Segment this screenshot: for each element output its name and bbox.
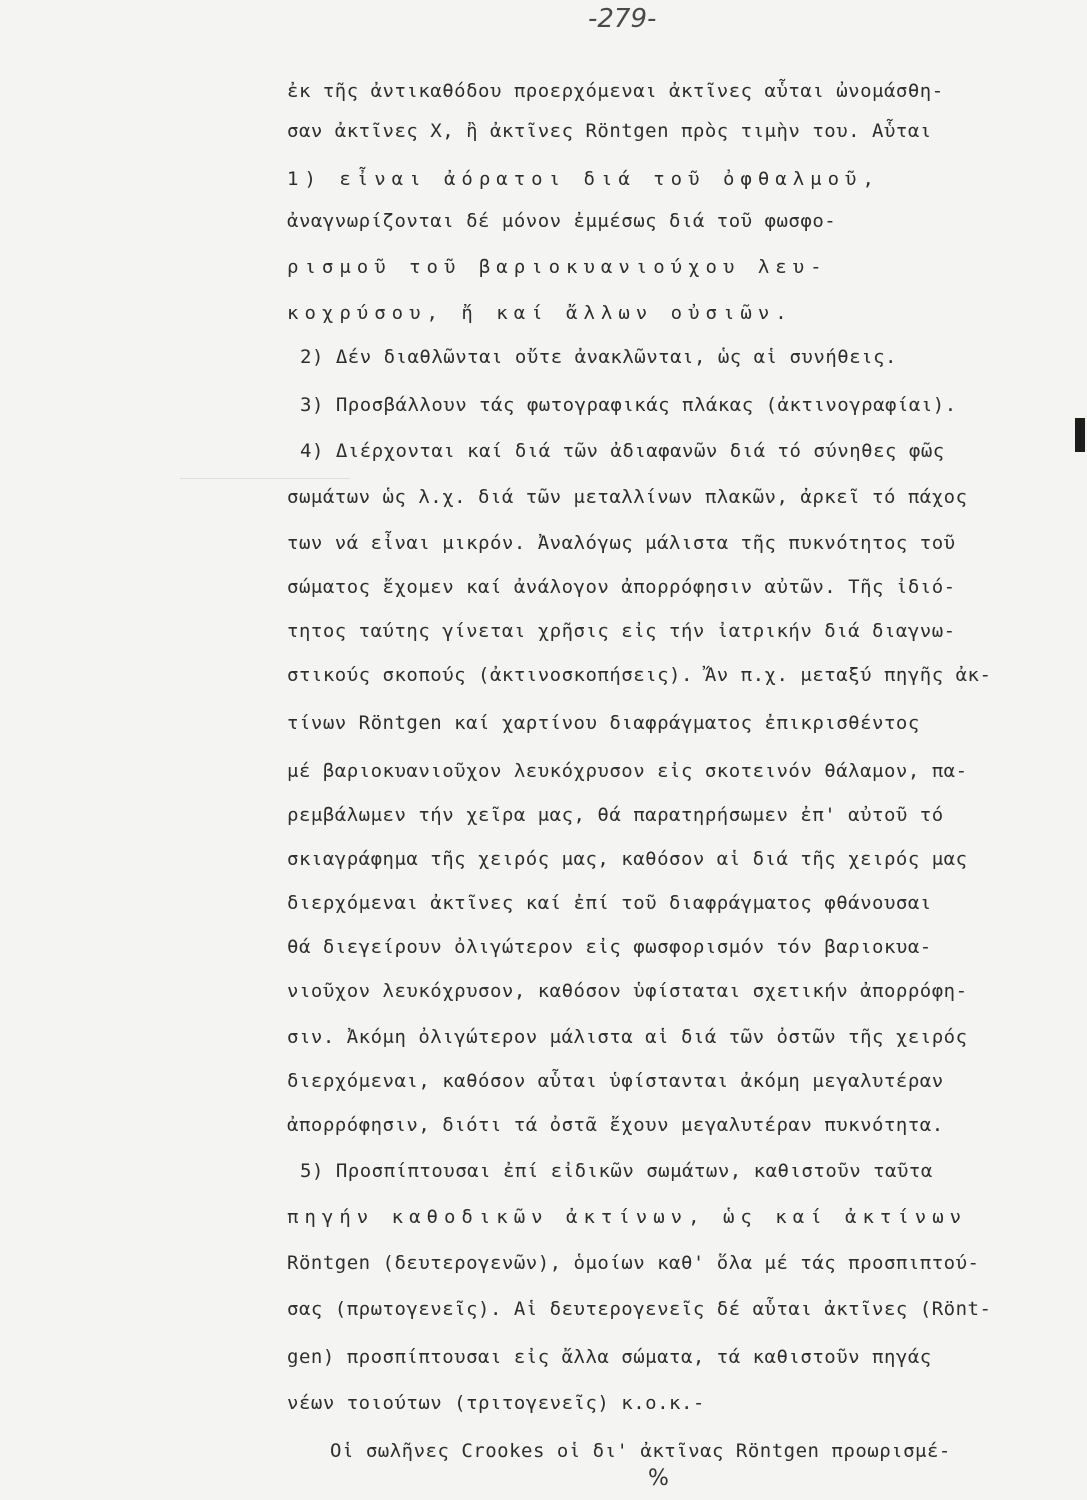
text-line: ρεμβάλωμεν τήν χεῖρα μας, θά παρατηρήσωμεν ἐπ' αὐτοῦ τό bbox=[287, 804, 944, 826]
text-line: ἐκ τῆς ἀντικαθόδου προερχόμεναι ἀκτῖνες αὗται ὠνομάσθη- bbox=[287, 80, 944, 102]
text-line: σωμάτων ὡς λ.χ. διά τῶν μεταλλίνων πλακῶν, ἀρκεῖ τό πάχος bbox=[287, 486, 968, 508]
text-line: κοχρύσου, ἤ καί ἄλλων οὐσιῶν. bbox=[287, 302, 793, 324]
text-line: νιοῦχον λευκόχρυσον, καθόσον ὑφίσταται σχετικήν ἀπορρόφη- bbox=[287, 980, 968, 1002]
text-line: 3) Προσβάλλουν τάς φωτογραφικάς πλάκας (ἀκτινογραφίαι). bbox=[300, 394, 957, 416]
text-line: των νά εἶναι μικρόν. Ἀναλόγως μάλιστα τῆς πυκνότητος τοῦ bbox=[287, 532, 956, 554]
text-line: στικούς σκοπούς (ἀκτινοσκοπήσεις). Ἄν π.χ. μεταξύ πηγῆς ἀκ- bbox=[287, 664, 992, 686]
text-line: Röntgen (δευτερογενῶν), ὁμοίων καθ' ὅλα μέ τάς προσπιπτού- bbox=[287, 1252, 980, 1274]
text-line: Οἱ σωλῆνες Crookes οἱ δι' ἀκτῖνας Röntgen προωρισμέ- bbox=[330, 1440, 951, 1462]
text-line: σας (πρωτογενεῖς). Αἱ δευτερογενεῖς δέ αὗται ἀκτῖνες (Rönt- bbox=[287, 1298, 992, 1320]
text-line: ἀπορρόφησιν, διότι τά ὀστᾶ ἔχουν μεγαλυτέραν πυκνότητα. bbox=[287, 1114, 944, 1136]
text-line: σώματος ἔχομεν καί ἀνάλογον ἀπορρόφησιν αὐτῶν. Τῆς ἰδιό- bbox=[287, 576, 956, 598]
text-line: ἀναγνωρίζονται δέ μόνον ἐμμέσως διά τοῦ φωσφο- bbox=[287, 210, 837, 232]
text-line: μέ βαριοκυανιοῦχον λευκόχρυσον εἰς σκοτεινόν θάλαμον, πα- bbox=[287, 760, 968, 782]
text-line: σκιαγράφημα τῆς χειρός μας, καθόσον αἱ διά τῆς χειρός μας bbox=[287, 848, 968, 870]
text-line: 4) Διέρχονται καί διά τῶν ἀδιαφανῶν διά τό σύνηθες φῶς bbox=[300, 440, 945, 462]
text-line: τίνων Röntgen καί χαρτίνου διαφράγματος ἐπικρισθέντος bbox=[287, 712, 920, 734]
text-line: ρισμοῦ τοῦ βαριοκυανιούχου λευ- bbox=[287, 256, 828, 278]
footer-mark: % bbox=[648, 1466, 669, 1491]
text-line: 2) Δέν διαθλῶνται οὔτε ἀνακλῶνται, ὡς αἱ συνήθεις. bbox=[300, 346, 897, 368]
text-line: gen) προσπίπτουσαι εἰς ἄλλα σώματα, τά καθιστοῦν πηγάς bbox=[287, 1346, 932, 1368]
text-line: νέων τοιούτων (τριτογενεῖς) κ.ο.κ.- bbox=[287, 1392, 705, 1414]
text-line: διερχόμεναι ἀκτῖνες καί ἐπί τοῦ διαφράγματος φθάνουσαι bbox=[287, 892, 932, 914]
text-line: διερχόμεναι, καθόσον αὗται ὑφίστανται ἀκόμη μεγαλυτέραν bbox=[287, 1070, 944, 1092]
text-line: πηγήν καθοδικῶν ἀκτίνων, ὡς καί ἀκτίνων bbox=[287, 1206, 968, 1228]
text-line: 5) Προσπίπτουσαι ἐπί εἰδικῶν σωμάτων, καθιστοῦν ταῦτα bbox=[300, 1160, 933, 1182]
text-line: θά διεγείρουν ὀλιγώτερον εἰς φωσφορισμόν τόν βαριοκυα- bbox=[287, 936, 932, 958]
text-line: σαν ἀκτῖνες Χ, ἢ ἀκτῖνες Röntgen πρὸς τιμὴν του. Αὗται bbox=[287, 120, 932, 142]
text-line: σιν. Ἀκόμη ὀλιγώτερον μάλιστα αἱ διά τῶν ὀστῶν τῆς χειρός bbox=[287, 1026, 968, 1048]
text-line: τητος ταύτης γίνεται χρῆσις εἰς τήν ἰατρικήν διά διαγνω- bbox=[287, 620, 956, 642]
binding-mark bbox=[1075, 418, 1085, 452]
faint-rule bbox=[180, 478, 350, 479]
text-line: 1) εἶναι ἀόρατοι διά τοῦ ὀφθαλμοῦ, bbox=[287, 168, 880, 190]
page-number: -279- bbox=[588, 4, 657, 34]
